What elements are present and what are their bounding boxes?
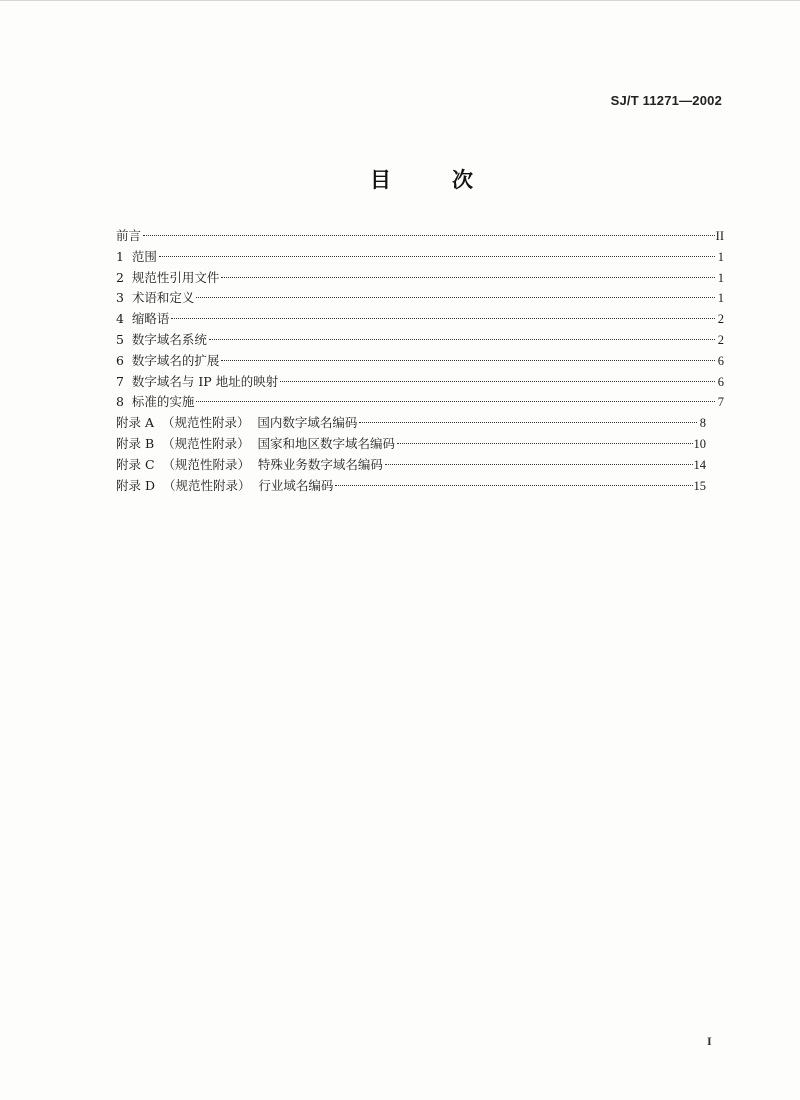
toc-entry-implementation[interactable] (116, 392, 724, 413)
toc-entry-page: 7 (717, 395, 724, 410)
toc-entry-label: 6 数字域名的扩展 (116, 352, 220, 368)
toc-entry-page: 10 (693, 436, 706, 451)
toc-entry-abbreviations[interactable] (116, 309, 724, 330)
toc-leader-dots (280, 381, 715, 382)
toc-leader-dots (171, 318, 715, 319)
toc-entry-page: 1 (717, 249, 724, 264)
toc-entry-page: 2 (717, 312, 724, 327)
toc-entry-label: 附录 C （规范性附录） 特殊业务数字域名编码 (116, 456, 383, 472)
toc-entry-annex-b[interactable] (116, 434, 706, 455)
toc-entry-normative-references[interactable] (116, 268, 724, 289)
page-title-part-1: 目 (370, 168, 391, 192)
toc-leader-dots (221, 277, 715, 278)
toc-leader-dots (359, 422, 697, 423)
toc-entry-label: 8 标准的实施 (116, 394, 195, 410)
toc-entry-page: 15 (693, 478, 706, 493)
toc-entry-digital-domain-system[interactable] (116, 330, 724, 351)
toc-leader-dots (209, 339, 715, 340)
toc-entry-label: 4 缩略语 (116, 311, 170, 327)
toc-entry-label: 7 数字域名与 IP 地址的映射 (116, 373, 279, 389)
toc-entry-page: 1 (717, 270, 724, 285)
toc-entry-annex-d[interactable] (116, 476, 706, 497)
toc-leader-dots (196, 401, 715, 402)
toc-entry-label: 2 规范性引用文件 (116, 269, 220, 285)
toc-leader-dots (397, 443, 692, 444)
toc-entry-annex-c[interactable] (116, 455, 706, 476)
toc-entry-scope[interactable] (116, 247, 724, 268)
toc-entry-annex-a[interactable] (116, 413, 706, 434)
toc-entry-label: 附录 B （规范性附录） 国家和地区数字域名编码 (116, 435, 396, 451)
toc-entry-page: 14 (693, 457, 706, 472)
toc-entry-page: II (715, 229, 724, 243)
toc-leader-dots (335, 485, 692, 486)
table-of-contents (116, 226, 724, 496)
toc-leader-dots (143, 235, 715, 236)
toc-entry-page: 6 (717, 374, 724, 389)
toc-entry-label: 3 术语和定义 (116, 290, 195, 306)
toc-entry-label: 前言 (116, 228, 142, 243)
page-title-part-2: 次 (452, 168, 473, 192)
toc-entry-terms-definitions[interactable] (116, 288, 724, 309)
toc-entry-page: 8 (699, 416, 706, 431)
toc-leader-dots (385, 464, 693, 465)
page-number: I (707, 1034, 712, 1048)
toc-entry-label: 附录 A （规范性附录） 国内数字域名编码 (116, 415, 358, 431)
toc-leader-dots (196, 297, 715, 298)
toc-entry-foreword[interactable] (116, 226, 724, 247)
toc-leader-dots (159, 256, 715, 257)
toc-entry-label: 1 范围 (116, 248, 157, 264)
toc-entry-label: 附录 D （规范性附录） 行业域名编码 (116, 477, 334, 493)
toc-entry-ip-mapping[interactable] (116, 372, 724, 393)
toc-entry-domain-extension[interactable] (116, 351, 724, 372)
toc-leader-dots (221, 360, 715, 361)
standard-number: SJ/T 11271—2002 (610, 93, 722, 108)
toc-entry-page: 6 (717, 353, 724, 368)
toc-entry-label: 5 数字域名系统 (116, 331, 207, 347)
toc-entry-page: 2 (717, 332, 724, 347)
toc-entry-page: 1 (717, 291, 724, 306)
